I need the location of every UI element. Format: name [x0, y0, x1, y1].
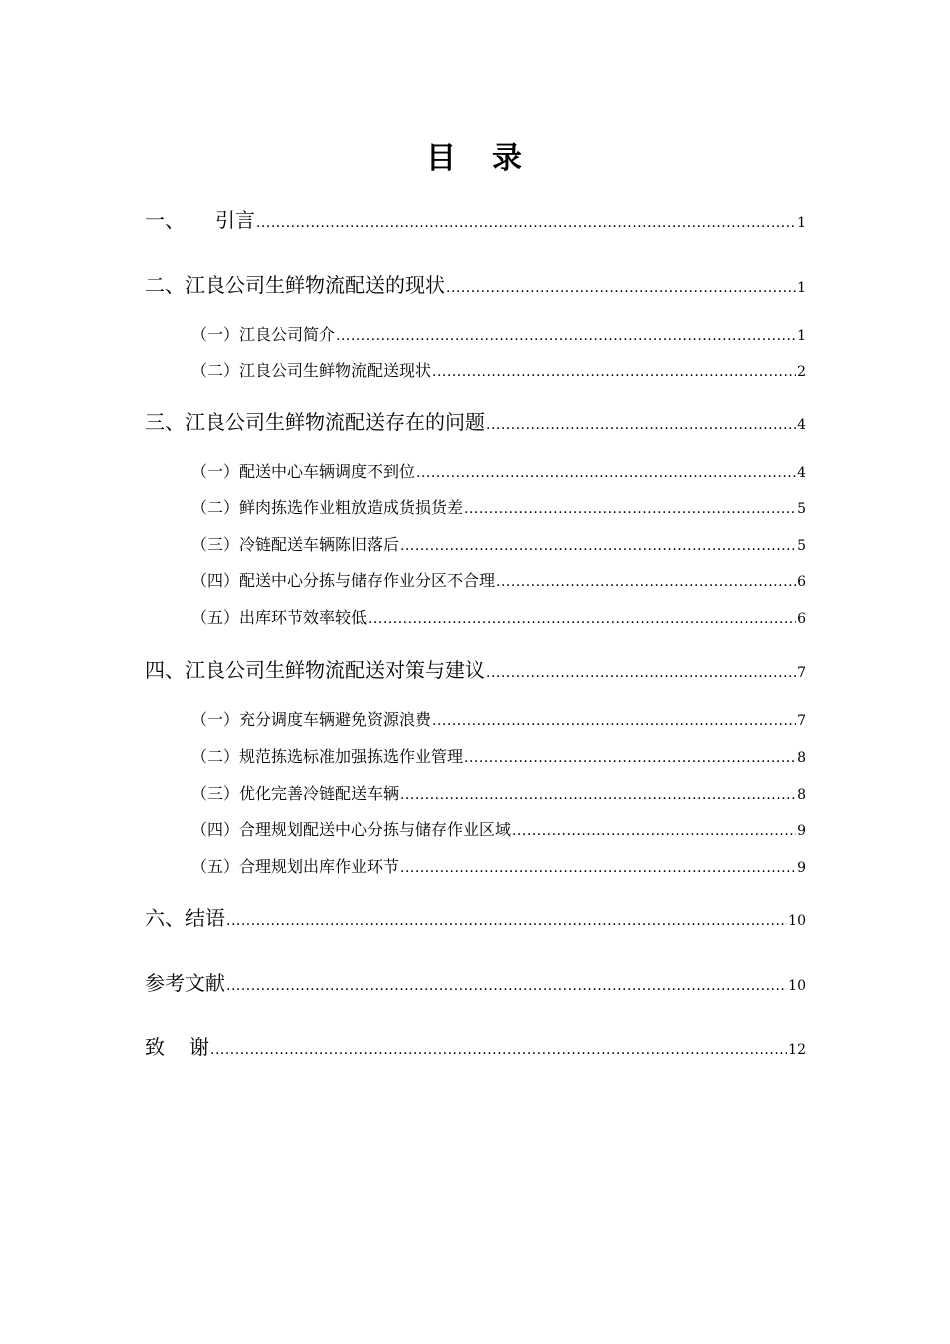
toc-entry-section-4[interactable]	[145, 654, 806, 683]
toc-entry-conclusion[interactable]	[145, 902, 806, 931]
title-right: 录	[492, 141, 524, 176]
toc-entry-label: 四、江良公司生鲜物流配送对策与建议	[145, 658, 485, 682]
toc-page-number: 9	[797, 860, 806, 876]
toc-entry-section-4-5[interactable]	[191, 854, 806, 877]
toc-page-number: 4	[797, 417, 806, 433]
toc-leader	[432, 364, 796, 380]
toc-entry-references[interactable]	[145, 967, 806, 996]
toc-leader	[368, 611, 796, 627]
toc-entry-label: （五）出库环节效率较低	[191, 608, 368, 627]
toc-page-number: 7	[797, 665, 806, 681]
toc-page-number: 8	[797, 750, 806, 766]
toc-entry-section-4-4[interactable]	[191, 817, 806, 840]
toc-entry-label: （二）规范拣选标准加强拣选作业管理	[191, 747, 464, 766]
toc-entry-label: 六、结语	[145, 906, 225, 930]
toc-entry-label: （一）江良公司简介	[191, 325, 336, 344]
toc-entry-section-2-1[interactable]	[191, 322, 806, 345]
toc-entry-label: 参考文献	[145, 971, 225, 995]
toc-entry-section-3[interactable]	[145, 406, 806, 435]
toc-entry-section-4-2[interactable]	[191, 744, 806, 767]
toc-leader	[464, 750, 796, 766]
toc-entry-label: （三）冷链配送车辆陈旧落后	[191, 535, 400, 554]
title-left: 目	[426, 141, 458, 176]
toc-entry-label: （二）鲜肉拣选作业粗放造成货损货差	[191, 498, 464, 517]
toc-page-number: 5	[797, 538, 806, 554]
toc-leader	[432, 713, 796, 729]
toc-leader	[512, 823, 796, 839]
toc-page-number: 6	[797, 611, 806, 627]
toc-entry-section-3-2[interactable]	[191, 495, 806, 518]
toc-leader	[400, 538, 796, 554]
toc-leader	[464, 501, 796, 517]
toc-entry-label: （二）江良公司生鲜物流配送现状	[191, 361, 432, 380]
toc-entry-section-3-5[interactable]	[191, 605, 806, 628]
toc-leader	[226, 978, 787, 994]
toc-leader	[210, 1042, 787, 1058]
toc-entry-section-4-1[interactable]	[191, 707, 806, 730]
toc-entry-label: （一）配送中心车辆调度不到位	[191, 462, 416, 481]
toc-page-number: 7	[797, 713, 806, 729]
toc-leader	[496, 574, 796, 590]
toc-leader	[336, 328, 796, 344]
toc-page-number: 12	[788, 1042, 806, 1058]
toc-leader	[256, 215, 796, 231]
toc-leader	[226, 913, 787, 929]
toc-entry-label: （五）合理规划出库作业环节	[191, 857, 400, 876]
toc-page-number: 1	[797, 328, 806, 344]
toc-entry-section-2-2[interactable]	[191, 358, 806, 381]
page-title	[0, 133, 950, 177]
toc-leader	[416, 465, 796, 481]
toc-entry-section-4-3[interactable]	[191, 781, 806, 804]
toc-entry-label: 三、江良公司生鲜物流配送存在的问题	[145, 410, 485, 434]
toc-entry-label: （一）充分调度车辆避免资源浪费	[191, 710, 432, 729]
toc-page-number: 10	[788, 913, 806, 929]
toc-page-number: 1	[797, 215, 806, 231]
toc-entry-section-2[interactable]	[145, 269, 806, 298]
toc-leader	[446, 280, 796, 296]
toc-entry-label: （四）配送中心分拣与储存作业分区不合理	[191, 571, 496, 590]
toc-entry-section-3-4[interactable]	[191, 568, 806, 591]
toc-page-number: 10	[788, 978, 806, 994]
toc-entry-label: （三）优化完善冷链配送车辆	[191, 784, 400, 803]
toc-page-number: 8	[797, 787, 806, 803]
toc-leader	[486, 665, 796, 681]
toc-page-number: 5	[797, 501, 806, 517]
toc-page-number: 9	[797, 823, 806, 839]
toc-page-number: 2	[797, 364, 806, 380]
toc-leader	[400, 860, 796, 876]
toc-entry-label: 致 谢	[145, 1035, 209, 1059]
toc-entry-section-3-1[interactable]	[191, 459, 806, 482]
toc-entry-label: 二、江良公司生鲜物流配送的现状	[145, 273, 445, 297]
toc-leader	[486, 417, 796, 433]
toc-entry-acknowledgements[interactable]	[145, 1031, 806, 1060]
toc-page-number: 6	[797, 574, 806, 590]
toc-entry-label: 一、 引言	[145, 208, 255, 232]
toc-entry-introduction[interactable]	[145, 204, 806, 233]
toc-page-number: 4	[797, 465, 806, 481]
toc-entry-label: （四）合理规划配送中心分拣与储存作业区域	[191, 820, 512, 839]
toc-entry-section-3-3[interactable]	[191, 532, 806, 555]
toc-page-number: 1	[797, 280, 806, 296]
toc-leader	[400, 787, 796, 803]
